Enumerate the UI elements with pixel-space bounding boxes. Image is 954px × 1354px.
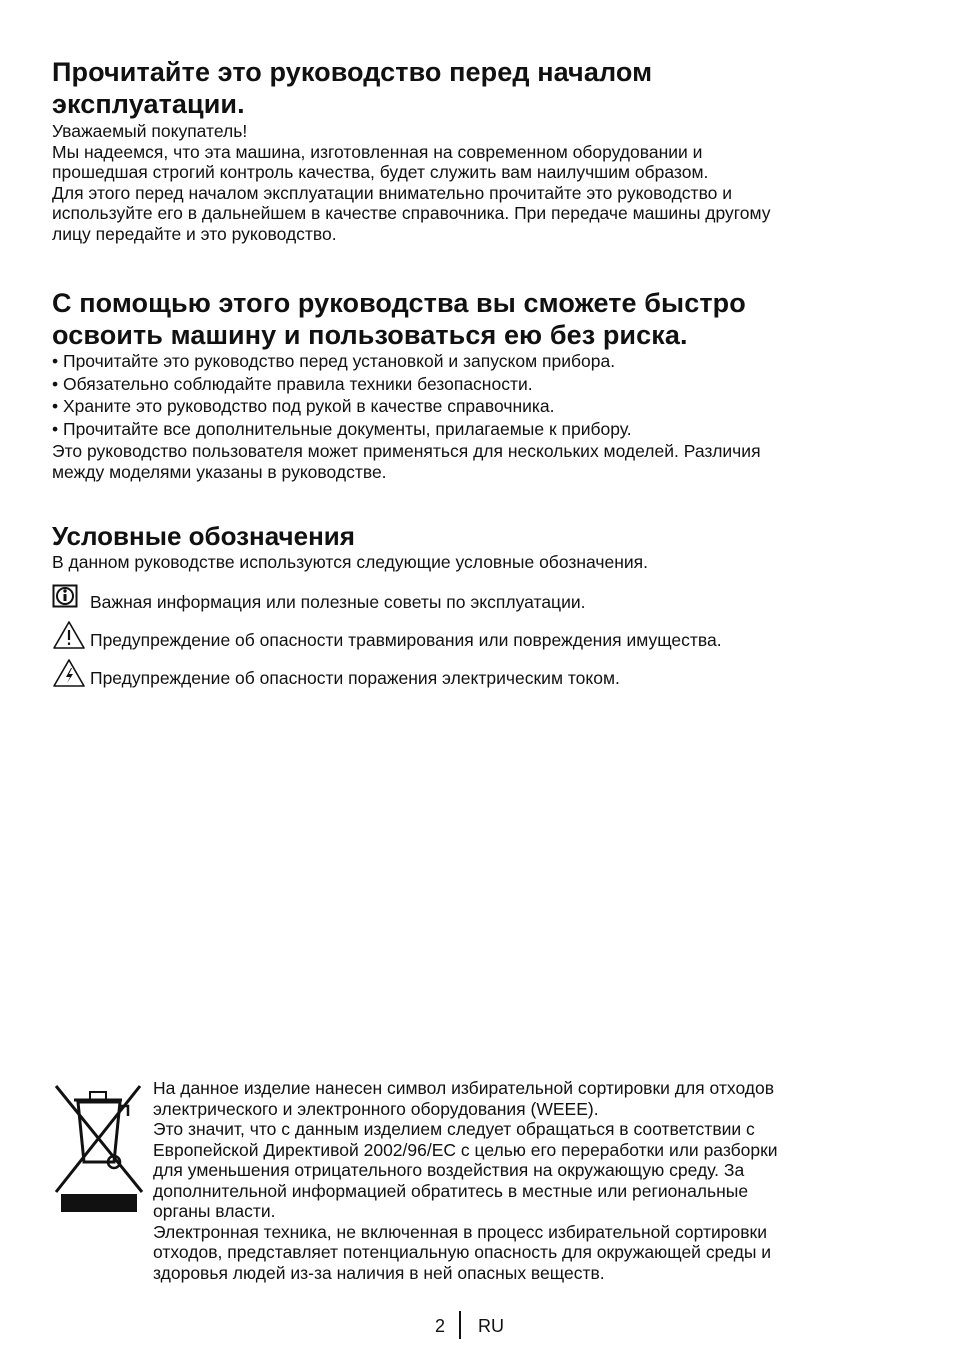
title-line: освоить машину и пользоваться ею без риска. xyxy=(52,320,688,350)
text-line: Электронная техника, не включенная в процесс избирательной сортировки xyxy=(153,1221,767,1242)
list-item: • Прочитайте это руководство перед установкой и запуском прибора. xyxy=(52,351,616,371)
text-line: Для этого перед началом эксплуатации внимательно прочитайте это руководство и xyxy=(52,182,733,203)
text-line: здоровья людей из-за наличия в ней опасных веществ. xyxy=(153,1262,605,1283)
text-line: Уважаемый покупатель! xyxy=(52,121,248,141)
text-line: Это значит, что с данным изделием следует обращаться в соответствии с xyxy=(153,1119,755,1139)
text-line: органы власти. xyxy=(153,1201,276,1221)
list-item: • Храните это руководство под рукой в качестве справочника. xyxy=(52,396,555,416)
symbols-intro xyxy=(52,552,912,573)
footer-divider xyxy=(459,1311,461,1339)
list-item: • Прочитайте все дополнительные документы, прилагаемые к прибору. xyxy=(52,418,632,439)
text-line: В данном руководстве используются следующие условные обозначения. xyxy=(52,552,649,572)
symbol-text: Предупреждение об опасности травмирования или повреждения имущества. xyxy=(90,630,722,650)
electric-shock-icon xyxy=(52,658,86,693)
text-line: используйте его в дальнейшем в качестве справочника. При передаче машины другому xyxy=(52,203,771,223)
crossed-out-wheelie-bin-icon xyxy=(52,1080,144,1212)
info-icon xyxy=(52,584,78,613)
list-item: • Обязательно соблюдайте правила техники безопасности. xyxy=(52,373,533,394)
section-title-symbols: Условные обозначения xyxy=(52,521,355,551)
weee-paragraph xyxy=(153,1078,913,1283)
title-line: Прочитайте это руководство перед началом xyxy=(52,57,653,87)
symbol-text: Важная информация или полезные советы по эксплуатации. xyxy=(90,592,586,612)
text-line: отходов, представляет потенциальную опасность для окружающей среды и xyxy=(153,1242,772,1262)
symbol-row-warning xyxy=(52,620,912,650)
warning-triangle-icon xyxy=(52,620,86,655)
title-line: эксплуатации. xyxy=(52,89,245,119)
text-line: электрического и электронного оборудования (WEEE). xyxy=(153,1098,599,1119)
text-line: Это руководство пользователя может применяться для нескольких моделей. Различия xyxy=(52,441,761,461)
text-line: между моделями указаны в руководстве. xyxy=(52,461,387,482)
text-line: Европейской Директивой 2002/96/EC с целью его переработки или разборки xyxy=(153,1139,778,1160)
symbol-text: Предупреждение об опасности поражения электрическим током. xyxy=(90,668,620,688)
text-line: дополнительной информацией обратитесь в местные или региональные xyxy=(153,1180,749,1201)
section-title-read-manual xyxy=(52,56,652,120)
intro-paragraph xyxy=(52,121,912,244)
language-code: RU xyxy=(478,1316,504,1336)
text-line: для уменьшения отрицательного воздействия на окружающую среду. За xyxy=(153,1160,745,1180)
text-line: На данное изделие нанесен символ избирательной сортировки для отходов xyxy=(153,1078,775,1098)
symbol-row-electric xyxy=(52,658,912,688)
text-line: лицу передайте и это руководство. xyxy=(52,223,337,244)
section-title-use-safely xyxy=(52,287,746,351)
text-line: Мы надеемся, что эта машина, изготовленная на современном оборудовании и xyxy=(52,141,703,162)
bullet-list xyxy=(52,351,912,482)
page-number: 2 xyxy=(435,1316,446,1336)
symbol-row-info xyxy=(52,584,912,614)
text-line: прошедшая строгий контроль качества, будет служить вам наилучшим образом. xyxy=(52,162,709,182)
title-line: С помощью этого руководства вы сможете быстро xyxy=(52,288,746,318)
